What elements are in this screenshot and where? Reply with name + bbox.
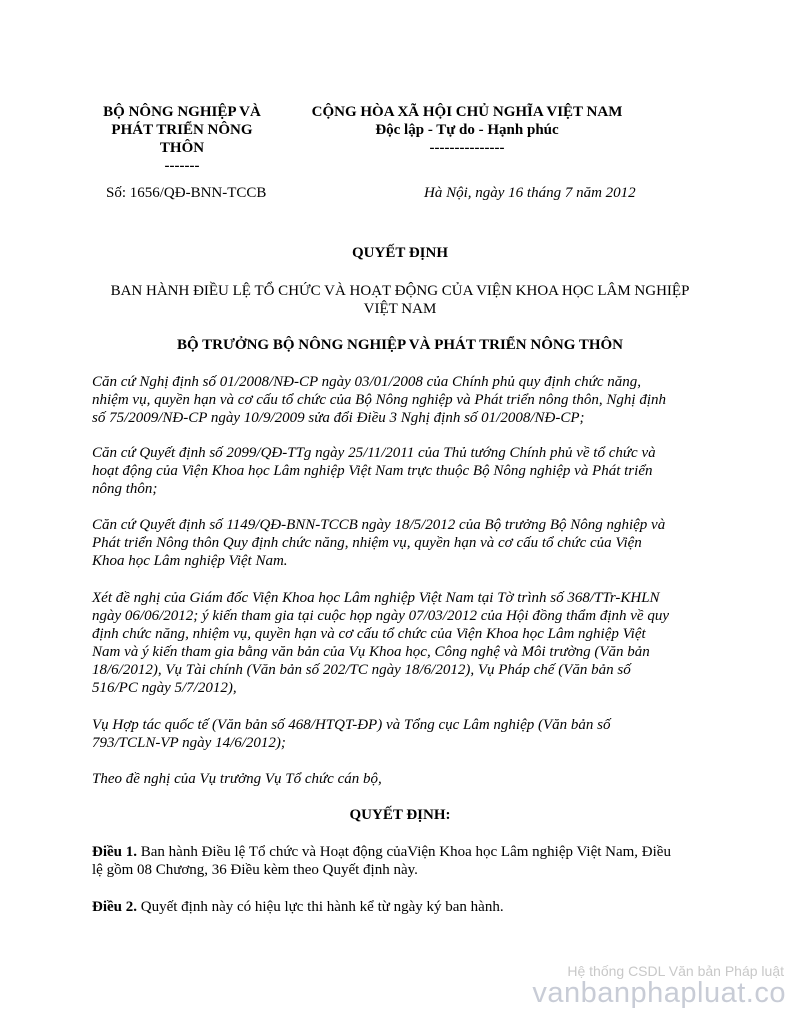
place-date: Hà Nội, ngày 16 tháng 7 năm 2012 (424, 185, 636, 201)
ministry-divider: ------- (164, 158, 200, 174)
watermark-site: vanbanphapluat.co (532, 977, 786, 1009)
article-2 (92, 898, 722, 916)
text-line: Khoa học Lâm nghiệp Việt Nam. (92, 553, 288, 569)
text-line (92, 843, 722, 861)
text-line: Theo đề nghị của Vụ trưởng Vụ Tổ chức cán bộ, (92, 771, 382, 787)
text-line: lệ gồm 08 Chương, 36 Điều kèm theo Quyết định này. (92, 862, 418, 878)
watermark-caption: Hệ thống CSDL Văn bản Pháp luật (567, 963, 784, 979)
preamble-paragraph-2 (92, 444, 722, 498)
republic-name: CỘNG HÒA XÃ HỘI CHỦ NGHĨA VIỆT NAM (311, 104, 623, 120)
ministry-block (92, 103, 272, 175)
text-line: 18/6/2012), Vụ Tài chính (Văn bản số 202/TC ngày 18/6/2012), Vụ Pháp chế (Văn bản số (92, 662, 631, 678)
national-motto: Độc lập - Tự do - Hạnh phúc (375, 122, 559, 138)
ministry-line-1: BỘ NÔNG NGHIỆP VÀ (103, 104, 261, 120)
text-line: Vụ Hợp tác quốc tế (Văn bản số 468/HTQT-ĐP) và Tổng cục Lâm nghiệp (Văn bản số (92, 717, 611, 733)
preamble-paragraph-6 (92, 770, 722, 788)
republic-block (292, 103, 642, 157)
preamble-paragraph-1 (92, 373, 722, 427)
text-line: nhiệm vụ, quyền hạn và cơ cấu tổ chức của Bộ Nông nghiệp và Phát triển nông thôn, Nghị định (92, 392, 666, 408)
document-number: Số: 1656/QĐ-BNN-TCCB (106, 185, 267, 201)
text-line: ngày 06/06/2012; ý kiến tham gia tại cuộc họp ngày 07/03/2012 của Hội đồng thẩm định về quy (92, 608, 669, 624)
document-title: QUYẾT ĐỊNH (352, 245, 448, 261)
text-line (92, 898, 722, 916)
article-1-label: Điều 1. (92, 844, 137, 860)
motto-divider: --------------- (429, 140, 505, 156)
article-2-text: Quyết định này có hiệu lực thi hành kể từ ngày ký ban hành. (137, 899, 504, 915)
preamble-paragraph-3 (92, 516, 722, 570)
issuing-authority: BỘ TRƯỞNG BỘ NÔNG NGHIỆP VÀ PHÁT TRIỂN NÔNG THÔN (176, 337, 624, 353)
text-line: Xét đề nghị của Giám đốc Viện Khoa học Lâm nghiệp Việt Nam tại Tờ trình số 368/TTr-KHLN (92, 590, 660, 606)
article-1 (92, 843, 722, 879)
text-line: số 75/2009/NĐ-CP ngày 10/9/2009 sửa đổi Điều 3 Nghị định số 01/2008/NĐ-CP; (92, 410, 585, 426)
text-line: Phát triển Nông thôn Quy định chức năng, nhiệm vụ, quyền hạn và cơ cấu tổ chức của Viện (92, 535, 642, 551)
article-2-label: Điều 2. (92, 899, 137, 915)
document-subject (60, 282, 740, 318)
text-line: Căn cứ Nghị định số 01/2008/NĐ-CP ngày 03/01/2008 của Chính phủ quy định chức năng, (92, 374, 641, 390)
text-line: định chức năng, nhiệm vụ, quyền hạn và cơ cấu tổ chức của Viện Khoa học Lâm nghiệp Việt (92, 626, 646, 642)
text-line: Căn cứ Quyết định số 1149/QĐ-BNN-TCCB ngày 18/5/2012 của Bộ trưởng Bộ Nông nghiệp và (92, 517, 666, 533)
article-1-text: Ban hành Điều lệ Tổ chức và Hoạt động củaViện Khoa học Lâm nghiệp Việt Nam, Điều (137, 844, 671, 860)
preamble-paragraph-4 (92, 589, 722, 697)
preamble-paragraph-5 (92, 716, 722, 752)
text-line: Nam và ý kiến tham gia bằng văn bản của Vụ Khoa học, Công nghệ và Môi trường (Văn bản (92, 644, 650, 660)
text-line: 793/TCLN-VP ngày 14/6/2012); (92, 735, 286, 751)
subject-line-2: VIỆT NAM (363, 301, 437, 317)
text-line: nông thôn; (92, 481, 158, 497)
ministry-line-3: THÔN (159, 140, 205, 156)
decision-heading: QUYẾT ĐỊNH: (349, 807, 451, 823)
subject-line-1: BAN HÀNH ĐIỀU LỆ TỔ CHỨC VÀ HOẠT ĐỘNG CỦA VIỆN KHOA HỌC LÂM NGHIỆP (110, 283, 690, 299)
ministry-line-2: PHÁT TRIỂN NÔNG (111, 122, 253, 138)
text-line: Căn cứ Quyết định số 2099/QĐ-TTg ngày 25/11/2011 của Thủ tướng Chính phủ về tổ chức và (92, 445, 656, 461)
text-line: 516/PC ngày 5/7/2012), (92, 680, 237, 696)
text-line: hoạt động của Viện Khoa học Lâm nghiệp Việt Nam trực thuộc Bộ Nông nghiệp và Phát triển (92, 463, 653, 479)
